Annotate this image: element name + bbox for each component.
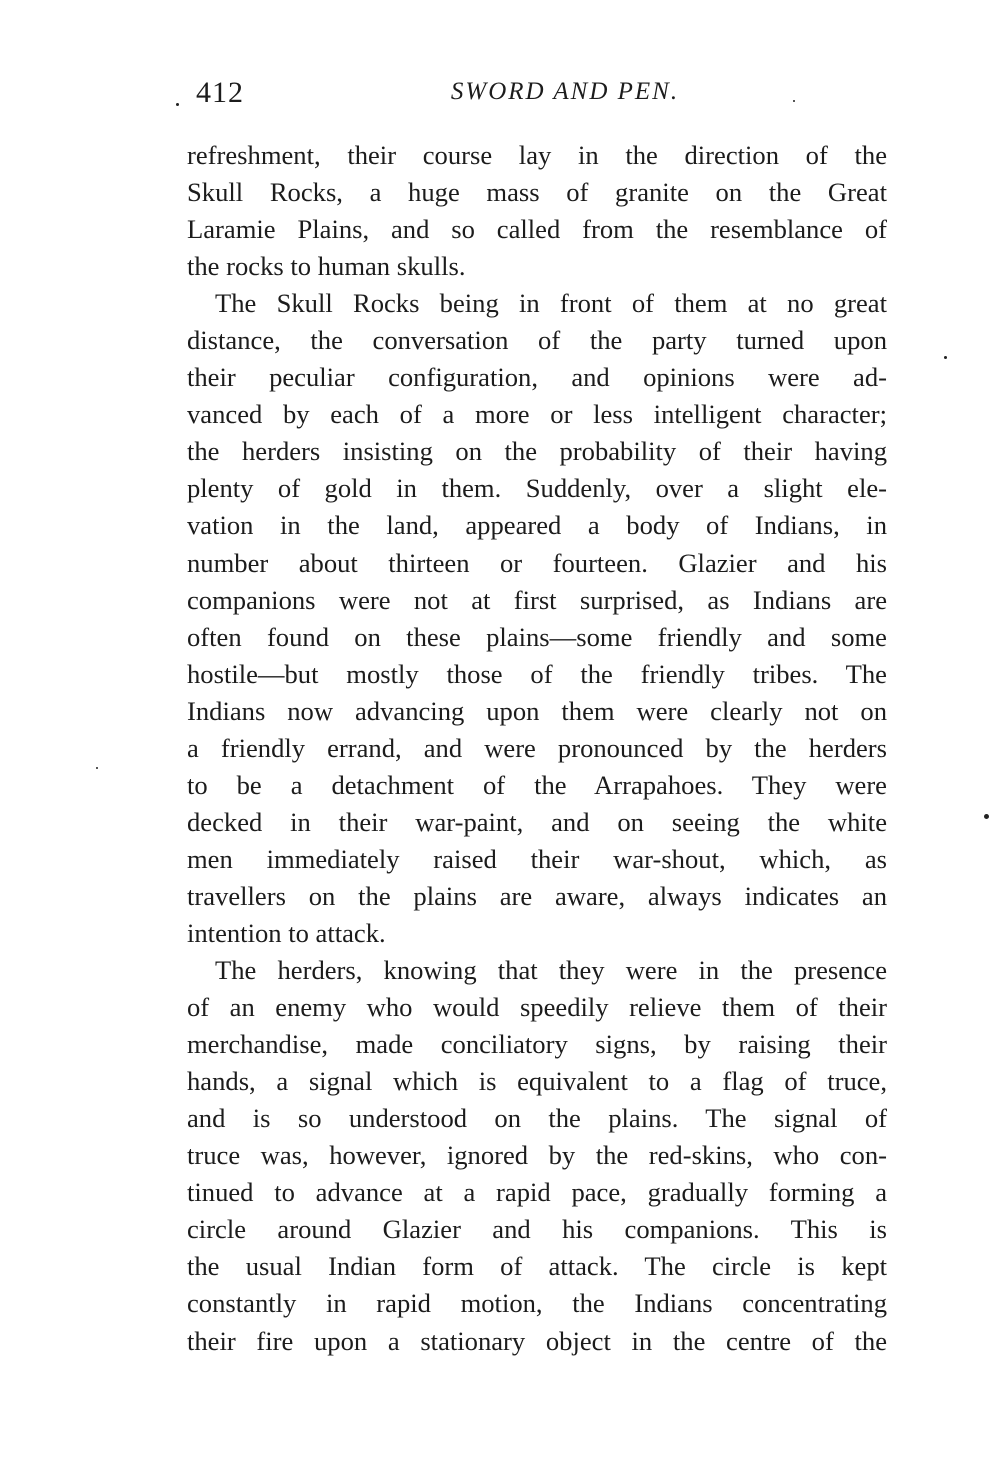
page-number: 412 xyxy=(196,76,244,109)
text-line: companions were not at first surprised, as Indians are xyxy=(187,584,887,615)
body-text xyxy=(187,137,887,1360)
text-line: tinued to advance at a rapid pace, gradually forming a xyxy=(187,1177,887,1208)
text-line: a friendly errand, and were pronounced by the herders xyxy=(187,732,887,763)
text-line: truce was, however, ignored by the red-skins, who con- xyxy=(187,1140,887,1171)
text-line: hands, a signal which is equivalent to a flag of truce, xyxy=(187,1066,887,1097)
text-line: circle around Glazier and his companions. This is xyxy=(187,1214,887,1245)
text-line: merchandise, made conciliatory signs, by raising their xyxy=(187,1029,887,1060)
text-line: Indians now advancing upon them were clearly not on xyxy=(187,695,887,726)
text-line: vation in the land, appeared a body of Indians, in xyxy=(187,510,887,541)
running-head xyxy=(190,76,890,116)
text-line: decked in their war-paint, and on seeing the white xyxy=(187,806,887,837)
text-line: the herders insisting on the probability of their having xyxy=(187,436,887,467)
text-line: vanced by each of a more or less intelligent character; xyxy=(187,399,887,430)
scan-speck xyxy=(793,100,795,102)
text-line: number about thirteen or fourteen. Glazier and his xyxy=(187,547,887,578)
text-line: constantly in rapid motion, the Indians concentrating xyxy=(187,1288,887,1319)
scan-speck xyxy=(944,356,947,359)
text-line: the usual Indian form of attack. The circle is kept xyxy=(187,1251,887,1282)
text-line: The herders, knowing that they were in the presence xyxy=(215,955,887,986)
text-line: hostile—but mostly those of the friendly tribes. The xyxy=(187,658,887,689)
text-line: The Skull Rocks being in front of them at no great xyxy=(215,288,887,319)
text-line: intention to attack. xyxy=(187,917,386,948)
text-line: and is so understood on the plains. The signal of xyxy=(187,1103,887,1134)
text-line: to be a detachment of the Arrapahoes. They were xyxy=(187,769,887,800)
text-line: travellers on the plains are aware, always indicates an xyxy=(187,880,887,911)
text-line: men immediately raised their war-shout, which, as xyxy=(187,843,887,874)
text-line: Skull Rocks, a huge mass of granite on the Great xyxy=(187,177,887,208)
text-line: of an enemy who would speedily relieve them of their xyxy=(187,992,887,1023)
running-title: SWORD AND PEN. xyxy=(450,78,680,105)
scan-speck xyxy=(984,814,989,819)
text-line: often found on these plains—some friendly and some xyxy=(187,621,887,652)
scan-speck xyxy=(176,103,179,106)
text-line: their peculiar configuration, and opinions were ad- xyxy=(187,362,887,393)
scan-speck xyxy=(96,767,98,769)
text-line: Laramie Plains, and so called from the resemblance of xyxy=(187,214,887,245)
text-line: refreshment, their course lay in the direction of the xyxy=(187,140,887,170)
text-line: plenty of gold in them. Suddenly, over a slight ele- xyxy=(187,473,887,504)
text-line: distance, the conversation of the party turned upon xyxy=(187,325,887,356)
text-line: the rocks to human skulls. xyxy=(187,251,466,282)
text-line: their fire upon a stationary object in the centre of the xyxy=(187,1325,887,1356)
